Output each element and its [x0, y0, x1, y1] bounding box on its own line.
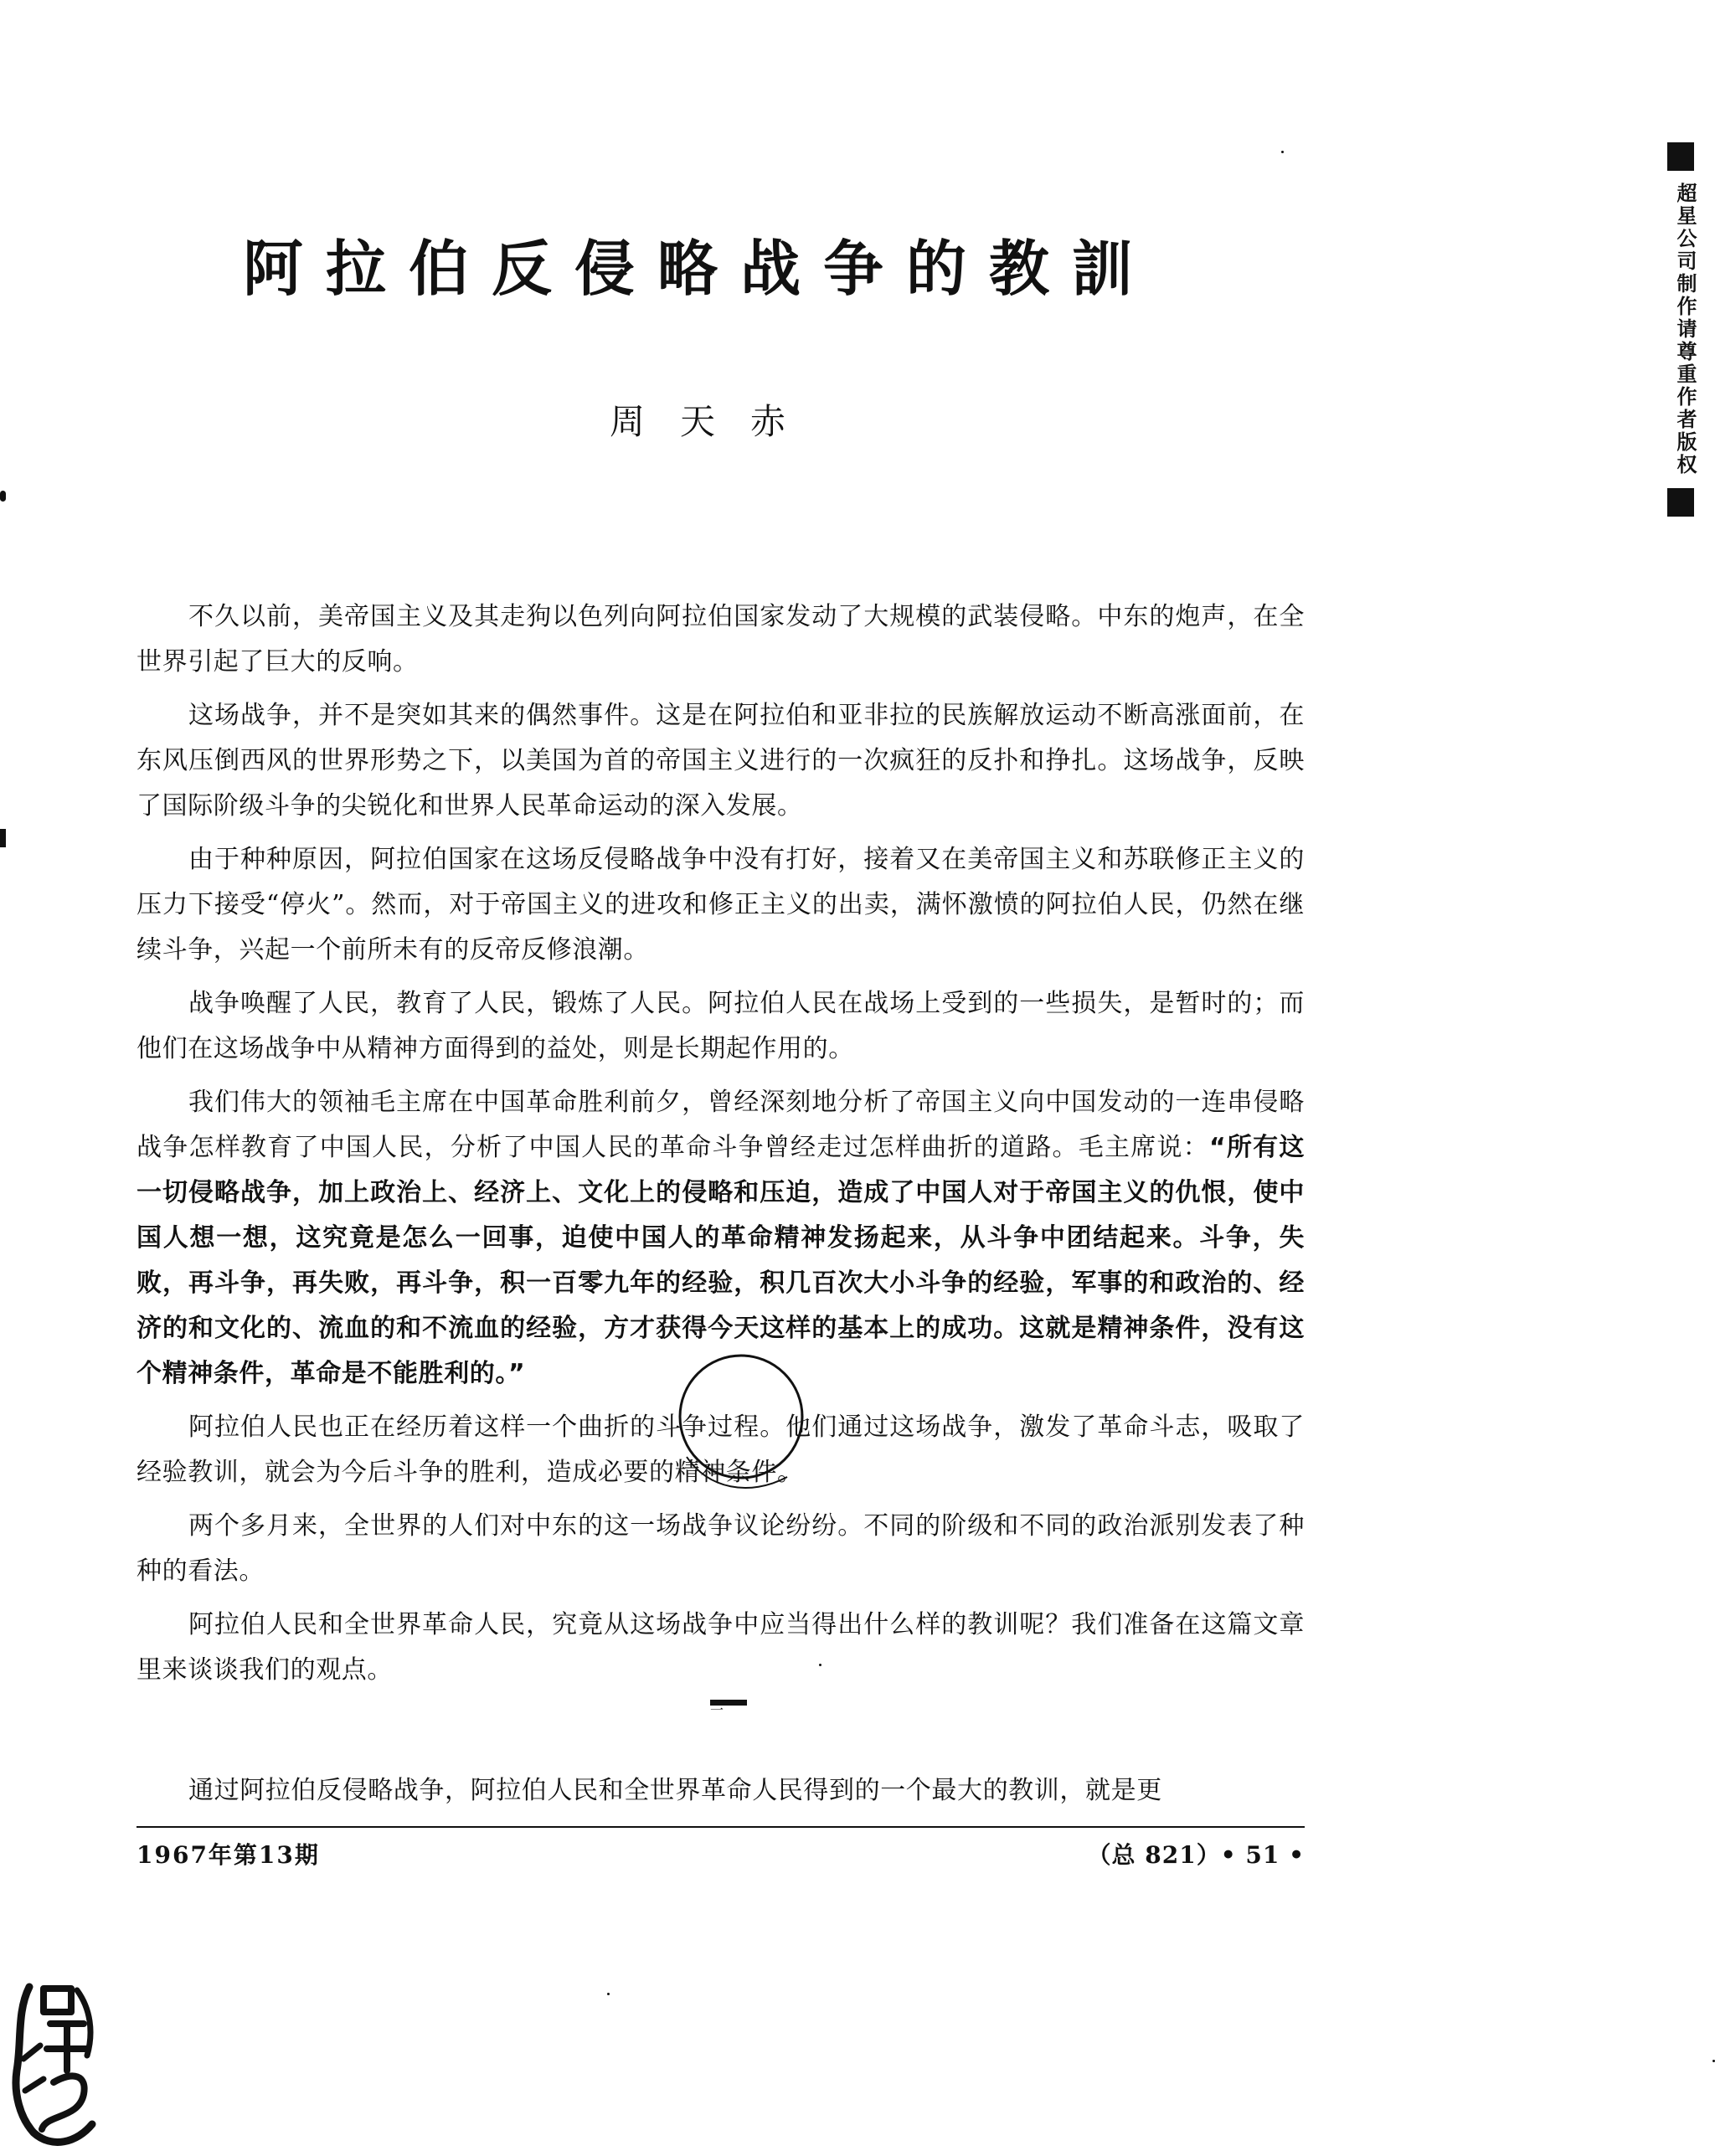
side-copyright-notice — [1662, 142, 1699, 611]
scan-mark-1 — [0, 491, 6, 502]
paragraph-3: 由于种种原因，阿拉伯国家在这场反侵略战争中没有打好，接着又在美帝国主义和苏联修正主义的压力下接受“停火”。然而，对于帝国主义的进攻和修正主义的出卖，满怀激愤的阿拉伯人民，仍然在继续斗争，兴起一个前所未有的反帝反修浪潮。 — [136, 845, 1305, 965]
issue-label: 1967年第13期 — [136, 1841, 320, 1869]
side-notice-top-bar — [1667, 142, 1694, 171]
page-number: （总 821）• 51 • — [1087, 1841, 1305, 1869]
section-number: 一 — [710, 1700, 747, 1706]
seal-icon — [8, 1972, 102, 2148]
paragraph-1: 不久以前，美帝国主义及其走狗以色列向阿拉伯国家发动了大规模的武装侵略。中东的炮声，在全世界引起了巨大的反响。 — [136, 602, 1305, 677]
section-opening-line: 通过阿拉伯反侵略战争，阿拉伯人民和全世界革命人民得到的一个最大的教训，就是更 — [188, 1776, 1162, 1805]
paragraph-6: 阿拉伯人民也正在经历着这样一个曲折的斗争过程。他们通过这场战争，激发了革命斗志，吸取了经验教训，就会为今后斗争的胜利，造成必要的精神条件。 — [136, 1412, 1305, 1487]
article-title: 阿拉伯反侵略战争的教訓 — [243, 234, 1156, 304]
paragraph-8: 阿拉伯人民和全世界革命人民，究竟从这场战争中应当得出什么样的教训呢？我们准备在这篇文章里来谈谈我们的观点。 — [136, 1610, 1305, 1685]
side-copyright-text: 超星公司制作请尊重作者版权 — [1673, 183, 1697, 476]
footer-rule — [136, 1826, 1305, 1828]
scan-mark-4 — [819, 1664, 821, 1666]
scan-mark-5 — [607, 1993, 610, 1995]
paragraph-4: 战争唤醒了人民，教育了人民，锻炼了人民。阿拉伯人民在战场上受到的一些损失，是暂时的；而他们在这场战争中从精神方面得到的益处，则是长期起作用的。 — [136, 989, 1305, 1063]
quote-intro: 我们伟大的领袖毛主席在中国革命胜利前夕，曾经深刻地分析了帝国主义向中国发动的一连串侵略战争怎样教育了中国人民，分析了中国人民的革命斗争曾经走过怎样曲折的道路。毛主席说： — [136, 1088, 1305, 1162]
circle-stamp-icon — [662, 1340, 821, 1499]
paragraph-2: 这场战争，并不是突如其来的偶然事件。这是在阿拉伯和亚非拉的民族解放运动不断高涨面前，在东风压倒西风的世界形势之下，以美国为首的帝国主义进行的一次疯狂的反扑和挣扎。这场战争，反映了国际阶级斗争的尖锐化和世界人民革命运动的深入发展。 — [136, 701, 1305, 821]
article-body — [136, 594, 1305, 1701]
scan-mark-2 — [0, 829, 6, 847]
side-notice-bottom-bar — [1667, 488, 1694, 517]
paragraph-7: 两个多月来，全世界的人们对中东的这一场战争议论纷纷。不同的阶级和不同的政治派别发表了种种的看法。 — [136, 1511, 1305, 1586]
scan-mark-3 — [1281, 151, 1284, 153]
article-author: 周天赤 — [610, 401, 821, 442]
mao-quote: “所有这一切侵略战争，加上政治上、经济上、文化上的侵略和压迫，造成了中国人对于帝国主义的仇恨，使中国人想一想，这究竟是怎么一回事，迫使中国人的革命精神发扬起来，从斗争中团结起来。斗争，失败，再斗争，再失败，再斗争，积一百零九年的经验，积几百次大小斗争的经验，军事的和政治的、经济的和文化的、流血的和不流血的经验，方才获得今天这样的基本上的成功。这就是精神条件，没有这个精神条件，革命是不能胜利的。” — [136, 1133, 1305, 1388]
